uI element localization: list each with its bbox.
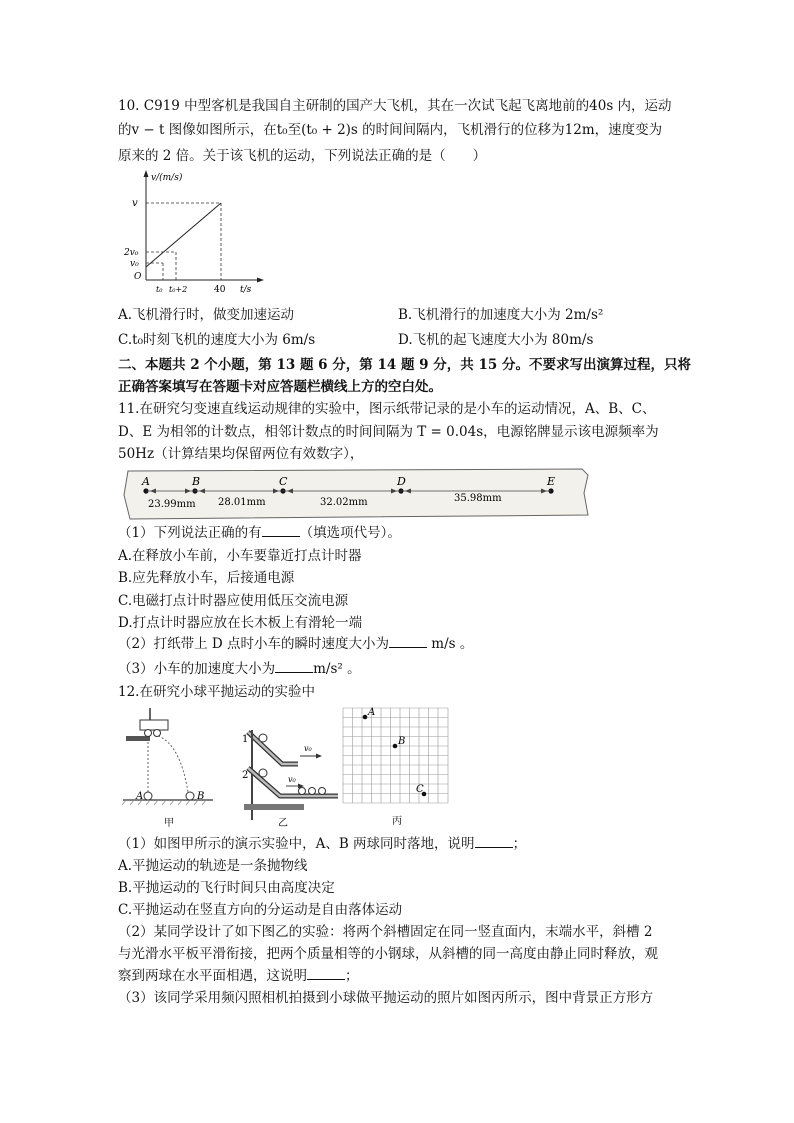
vt-tick-t0: t₀ [156,285,163,294]
q12-option-a: A.平抛运动的轨迹是一条抛物线 [118,858,308,874]
section2-line-2: 正确答案填写在答题卡对应答题栏横线上方的空白处。 [118,379,442,395]
q11-sub2-blank[interactable] [389,634,427,648]
q12-sub2-tail: ； [345,968,359,984]
q10-option-d: D.飞机的起飞速度大小为 80m/s [398,332,594,348]
vt-tick-origin: O [134,272,142,282]
jia-label-a: A [136,791,144,802]
caption-bing: 丙 [392,816,402,827]
tape-label-b: B [192,475,201,488]
figure-bing [340,706,452,835]
jia-label-b: B [197,791,205,802]
q10-option-c: C.t₀时刻飞机的速度大小为 6m/s [118,332,316,348]
q10-option-b: B.飞机滑行的加速度大小为 2m/s² [398,307,604,323]
tape-distance-de: 35.98mm [454,493,502,504]
yi-label-v0-top: v₀ [304,744,312,753]
q10-line-3: 原来的 2 倍。关于该飞机的运动，下列说法正确的是（ ） [118,148,487,164]
vt-tick-v0: v₀ [130,259,139,269]
q11-sub3 [118,659,361,679]
q12-option-c: C.平抛运动在竖直方向的分运动是自由落体运动 [118,902,403,918]
q12-sub1-blank[interactable] [475,834,513,848]
q12-sub1-text: （1）如图甲所示的演示实验中，A、B 两球同时落地，说明 [118,836,475,852]
figure-yi [240,720,340,836]
vt-tick-40: 40 [214,285,226,295]
q11-sub2-tail: m/s 。 [431,636,474,652]
caption-jia: 甲 [164,818,174,829]
q11-sub3-tail: m/s² 。 [313,661,361,677]
yi-label-2: 2 [242,770,249,781]
q12-sub3-line-1: （3）该同学采用频闪照相机拍摄到小球做平抛运动的照片如图丙所示，图中背景正方形方 [118,990,654,1006]
q12-sub1-tail: ； [512,836,527,852]
vt-tick-2v0: 2v₀ [124,248,139,258]
q12-line-1: 12.在研究小球平抛运动的实验中 [118,684,315,700]
q11-line-1: 11.在研究匀变速直线运动规律的实验中，图示纸带记录的是小车的运动情况，A、B、C、 [118,401,656,417]
bing-label-c: C [416,784,424,795]
q11-sub1-text: （1）下列说法正确的有 [118,525,262,541]
q11-sub2 [118,634,473,654]
yi-label-v0-bottom: v₀ [288,775,296,784]
tape-distance-cd: 32.02mm [320,497,368,508]
q11-line-3: 50Hz（计算结果均保留两位有效数字）， [118,446,364,462]
q12-sub1 [118,834,526,854]
q11-sub1-blank[interactable] [262,523,300,537]
q11-sub3-text: （3）小车的加速度大小为 [118,661,276,677]
figure-jia [118,706,218,835]
q12-sub2-blank[interactable] [307,966,345,980]
q12-sub2-line-2: 与光滑水平板平滑衔接，把两个质量相等的小钢球，从斜槽的同一高度由静止同时释放，观 [118,946,658,962]
vt-ylabel: v/(m/s) [151,173,183,183]
tape-label-a: A [142,475,150,488]
paper-tape-figure [120,465,590,527]
yi-label-1: 1 [242,734,249,745]
bing-label-a: A [368,707,376,718]
q11-option-b: B.应先释放小车，后接通电源 [118,570,295,586]
vt-tick-t0plus2: t₀+2 [169,285,188,294]
q11-sub2-text: （2）打纸带上 D 点时小车的瞬时速度大小为 [118,636,389,652]
q12-sub2-text: 察到两球在水平面相遇，这说明 [118,968,307,984]
photo-point-a [363,715,368,720]
tape-label-c: C [279,475,288,488]
vt-xlabel: t/s [240,285,252,295]
q11-sub1-tail: （填选项代号）。 [299,525,401,541]
q11-option-c: C.电磁打点计时器应使用低压交流电源 [118,593,349,609]
ball-b [186,792,194,800]
caption-yi: 乙 [278,818,288,829]
section2-line-1: 二、本题共 2 个小题，第 13 题 6 分，第 14 题 9 分，共 15 分。不要求写出演算过程，只将 [118,357,691,373]
q12-sub2-line-1: （2）某同学设计了如下图乙的实验：将两个斜槽固定在同一竖直面内，末端水平，斜槽 2 [118,924,653,940]
tape-label-e: E [547,475,556,488]
tape-distance-bc: 28.01mm [218,497,266,508]
bing-label-b: B [398,736,406,747]
tape-label-d: D [397,475,406,488]
q10-line-2: 的v − t 图像如图所示，在t₀至(t₀ + 2)s 的时间间隔内，飞机滑行的位移为12m，速度变为 [118,122,663,138]
ball-a [144,792,152,800]
photo-point-b [393,744,398,749]
q11-option-a: A.在释放小车前，小车要靠近打点计时器 [118,548,362,564]
q11-sub1 [118,523,401,543]
q12-option-b: B.平抛运动的飞行时间只由高度决定 [118,880,335,896]
q10-option-a: A.飞机滑行时，做变加速运动 [118,307,295,323]
q11-sub3-blank[interactable] [275,659,313,673]
q11-option-d: D.打点计时器应放在长木板上有滑轮一端 [118,615,363,631]
q11-line-2: D、E 为相邻的计数点，相邻计数点的时间间隔为 T = 0.04s，电源铭牌显示该电源频率为 [118,424,659,440]
q12-sub2-line-3 [118,966,359,986]
vt-graph [118,168,268,302]
q10-line-1: 10. C919 中型客机是我国自主研制的国产大飞机，其在一次试飞起飞离地前的40s 内，运动 [118,98,672,114]
vt-tick-v: v [132,198,138,209]
tape-distance-ab: 23.99mm [148,499,196,510]
